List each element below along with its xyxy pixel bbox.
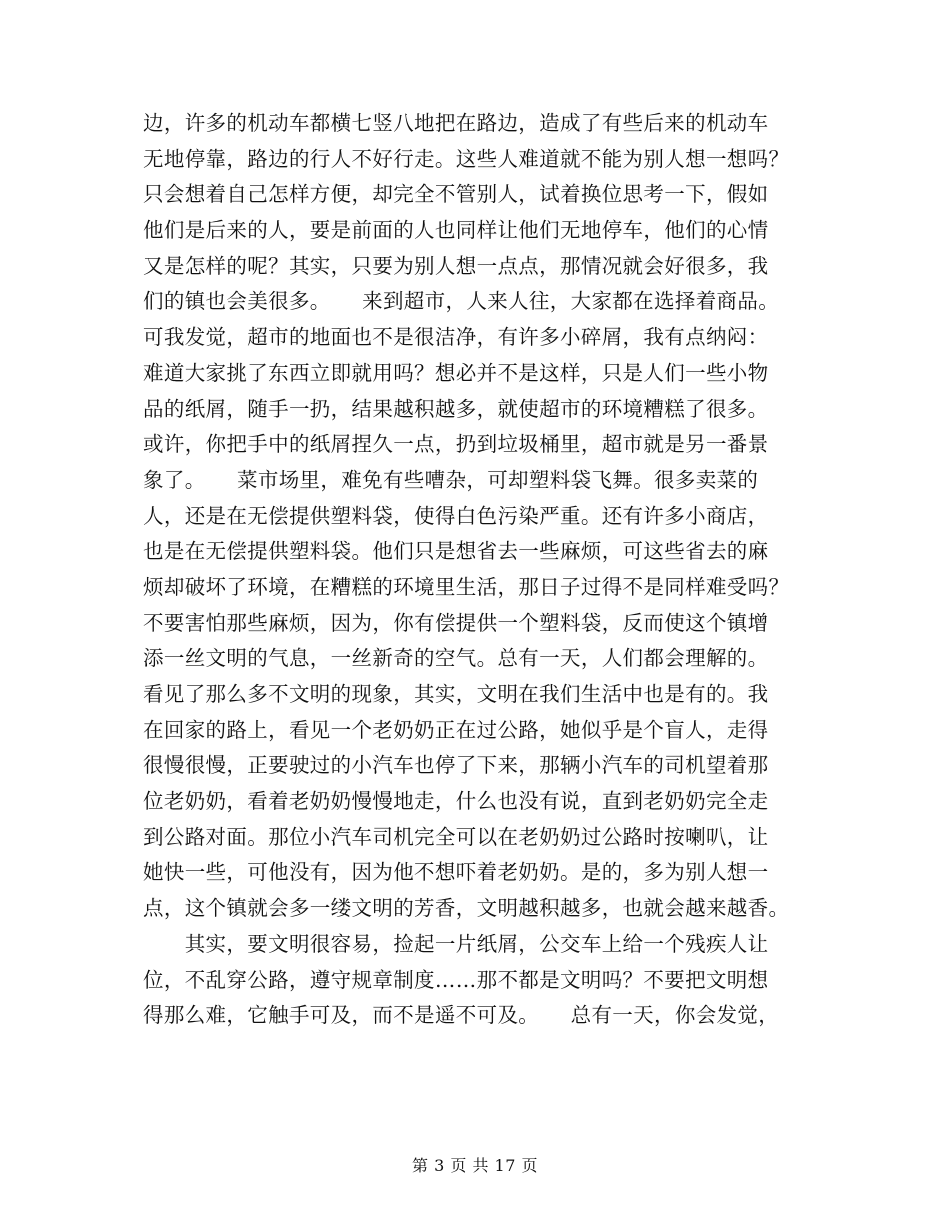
text-line: 品的纸屑，随手一扔，结果越积越多，就使超市的环境糟糕了很多。 [143, 396, 769, 421]
text-line: 不要害怕那些麻烦，因为，你有偿提供一个塑料袋，反而使这个镇增 [143, 610, 769, 635]
text-line: 无地停靠，路边的行人不好行走。这些人难道就不能为别人想一想吗？ [143, 146, 790, 171]
text-line: 看见了那么多不文明的现象，其实，文明在我们生活中也是有的。我 [143, 682, 769, 706]
text-line: 其实，要文明很容易，捡起一片纸屑，公交车上给一个残疾人让 [143, 931, 769, 956]
text-line: 边，许多的机动车都横七竖八地把在路边，造成了有些后来的机动车 [143, 111, 769, 135]
text-line: 得那么难，它触手可及，而不是遥不可及。 总有一天，你会发觉， [143, 1003, 780, 1028]
text-line: 添一丝文明的气息，一丝新奇的空气。总有一天，人们都会理解的。 [143, 646, 769, 671]
text-line: 她快一些，可他没有，因为他不想吓着老奶奶。是的，多为别人想一 [143, 860, 769, 885]
text-line: 难道大家挑了东西立即就用吗？想必并不是这样，只是人们一些小物 [143, 360, 769, 385]
text-line: 也是在无偿提供塑料袋。他们只是想省去一些麻烦，可这些省去的麻 [143, 539, 769, 564]
text-line: 位，不乱穿公路，遵守规章制度……那不都是文明吗？不要把文明想 [143, 967, 769, 992]
text-line: 他们是后来的人，要是前面的人也同样让他们无地停车，他们的心情 [143, 218, 769, 243]
text-line: 点，这个镇就会多一缕文明的芳香，文明越积越多，也就会越来越香。 [143, 896, 790, 921]
text-line: 只会想着自己怎样方便，却完全不管别人，试着换位思考一下，假如 [143, 182, 769, 207]
text-line: 或许，你把手中的纸屑捏久一点，扔到垃圾桶里，超市就是另一番景 [143, 432, 769, 457]
text-line: 象了。 菜市场里，难免有些嘈杂，可却塑料袋飞舞。很多卖菜的 [143, 467, 759, 492]
text-line: 人，还是在无偿提供塑料袋，使得白色污染严重。还有许多小商店， [143, 503, 769, 528]
text-line: 烦却破坏了环境，在糟糕的环境里生活，那日子过得不是同样难受吗？ [143, 574, 790, 599]
page-number-footer: 第 3 页 共 17 页 [412, 1156, 538, 1175]
text-line: 到公路对面。那位小汽车司机完全可以在老奶奶过公路时按喇叭，让 [143, 824, 769, 849]
text-line: 可我发觉，超市的地面也不是很洁净，有许多小碎屑，我有点纳闷： [143, 325, 769, 350]
text-line: 又是怎样的呢？其实，只要为别人想一点点，那情况就会好很多，我 [143, 253, 769, 278]
text-line: 位老奶奶，看着老奶奶慢慢地走，什么也没有说，直到老奶奶完全走 [143, 789, 769, 814]
text-line: 在回家的路上，看见一个老奶奶正在过公路，她似乎是个盲人，走得 [143, 717, 769, 742]
text-line: 很慢很慢，正要驶过的小汽车也停了下来，那辆小汽车的司机望着那 [143, 753, 769, 778]
text-line: 们的镇也会美很多。 来到超市，人来人往，大家都在选择着商品。 [143, 289, 780, 314]
body-text [143, 106, 823, 1034]
